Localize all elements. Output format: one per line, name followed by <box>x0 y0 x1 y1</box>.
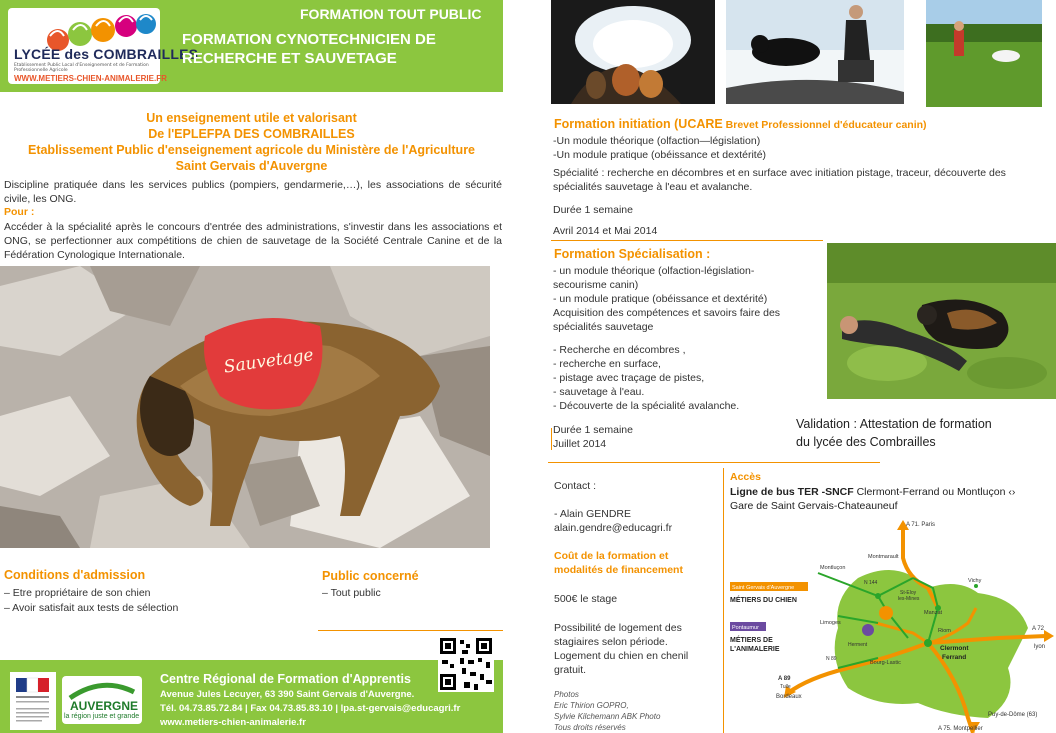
contact-label: Contact : <box>554 480 597 492</box>
specialisation-item: - sauvetage à l'eau. <box>553 386 645 398</box>
map-label: Riom <box>938 628 951 634</box>
map-label: Bordeaux <box>776 694 802 700</box>
specialisation-item: - Découverte de la spécialité avalanche. <box>553 400 740 412</box>
right-page <box>548 0 1056 733</box>
credits-line: Tous droits réservés <box>554 723 626 732</box>
divider <box>548 462 880 463</box>
specialisation-title: Formation Spécialisation : <box>554 247 711 261</box>
photo-water-rescue <box>726 0 904 104</box>
map-legend-metiers-animalerie: MÉTIERS DE <box>730 637 773 644</box>
pour-label: Pour : <box>4 206 35 218</box>
cfa-address: Avenue Jules Lecuyer, 63 390 Saint Gervais d'Auvergne. <box>160 689 415 700</box>
logo-title: LYCÉE des COMBRAILLES <box>14 46 199 62</box>
map-label: N 89 <box>826 656 837 662</box>
photo-dog-tunnel <box>551 0 715 104</box>
description: Discipline pratiquée dans les services publics (pompiers, gendarmerie,…), les associations de sécurité civile, les ONG. <box>4 179 502 205</box>
access-map <box>728 518 1056 733</box>
initiation-duration: Durée 1 semaine <box>553 204 633 216</box>
divider <box>318 630 503 631</box>
school-logo <box>8 8 199 84</box>
map-legend-pontaumur: Pontaumur <box>732 625 759 631</box>
republique-logo <box>10 672 56 730</box>
specialisation-item: - Recherche en décombres , <box>553 344 686 356</box>
header-title-line2: RECHERCHE ET SAUVETAGE <box>182 50 397 67</box>
cfa-contact: Tél. 04.73.85.72.84 | Fax 04.73.85.83.10 | lpa.st-gervais@educagri.fr <box>160 703 461 714</box>
pour-text: Accéder à la spécialité après le concours d'entrée des administrations, s'investir dans les associations et ONG, se perfectionner aux compétitions de chien de sauvetage de la Société Centrale Canine et de la Fédération Cynologique Internationale. <box>4 221 502 261</box>
left-page <box>0 0 503 733</box>
photo-victim-search <box>827 243 1056 399</box>
initiation-speciality: Spécialité : recherche en décombres et en surface avec initiation pistage, traceur, découverte des spécialités sauvetage à l'eau et avalanche. <box>553 167 1006 193</box>
acces-line1 <box>730 485 1052 499</box>
specialisation-item: - recherche en surface, <box>553 358 661 370</box>
header-title <box>182 30 492 68</box>
divider <box>723 468 724 733</box>
map-legend-metiers-animalerie: L'ANIMALERIE <box>730 646 780 653</box>
french-flag-icon <box>10 672 56 730</box>
acces-bus-destinations: Clermont-Ferrand ou Montluçon ‹› <box>853 486 1016 498</box>
auvergne-logo <box>62 676 142 724</box>
map-label: Clermont <box>940 645 969 652</box>
map-label: Montluçon <box>820 565 846 571</box>
intro-heading <box>0 110 503 174</box>
validation-line2: du lycée des Combrailles <box>796 435 936 449</box>
acces-bus-line: Ligne de bus TER -SNCF <box>730 486 854 498</box>
vest-label: Sauvetage <box>222 345 315 378</box>
public-title: Public concerné <box>322 569 419 583</box>
conditions-item: – Avoir satisfait aux tests de sélection <box>4 602 179 614</box>
cfa-website[interactable]: www.metiers-chien-animalerie.fr <box>160 717 306 728</box>
auvergne-name: AUVERGNE <box>70 699 139 713</box>
specialisation-line: spécialités sauvetage <box>553 321 654 333</box>
specialisation-item: - pistage avec traçage de pistes, <box>553 372 705 384</box>
cost-line: Logement du chien en chenil <box>554 650 689 662</box>
initiation-line: -Un module théorique (olfaction—législation) <box>553 135 761 147</box>
initiation-title <box>554 117 927 131</box>
conditions-title: Conditions d'admission <box>4 568 146 582</box>
specialisation-line: secourisme canin) <box>553 279 639 291</box>
public-item: – Tout public <box>322 587 381 599</box>
map-label: St-Eloy <box>900 590 917 596</box>
map-label: Herment <box>848 642 868 648</box>
specialisation-line: Acquisition des compétences et savoirs faire des <box>553 307 781 319</box>
credits-line: Photos <box>554 690 579 699</box>
intro-line3: Etablissement Public d'enseignement agricole du Ministère de l'Agriculture <box>27 143 476 157</box>
initiation-line: -Un module pratique (obéissance et dextérité) <box>553 149 767 161</box>
map-label: Ferrand <box>942 654 967 661</box>
cost-line: Possibilité de logement des <box>554 622 682 634</box>
map-label: A 71. Paris <box>906 522 936 528</box>
divider <box>551 428 552 450</box>
map-label: N 144 <box>864 580 878 586</box>
cost-title-line2: modalités de financement <box>554 564 683 576</box>
cost-title-line1: Coût de la formation et <box>554 550 669 562</box>
validation-line1: Validation : Attestation de formation <box>796 417 992 431</box>
photo-field-training <box>926 0 1042 107</box>
specialisation-dates: Juillet 2014 <box>553 438 607 450</box>
initiation-title-sub: Brevet Professionnel d'éducateur canin) <box>722 119 927 131</box>
map-label: Vichy <box>968 578 982 584</box>
intro-line2: De l'EPLEFPA DES COMBRAILLES <box>148 127 355 141</box>
acces-title: Accès <box>730 471 761 483</box>
specialisation-line: - un module théorique (olfaction-législation- <box>553 265 755 277</box>
cfa-title: Centre Régional de Formation d'Apprentis <box>160 672 411 686</box>
map-legend-metiers-chien: MÉTIERS DU CHIEN <box>730 597 797 604</box>
contact-name: - Alain GENDRE <box>554 508 632 520</box>
credits-line: Sylvie Kilchemann ABK Photo <box>554 712 661 721</box>
header-tag: FORMATION TOUT PUBLIC <box>300 6 482 22</box>
map-label: A 72 <box>1032 626 1045 632</box>
specialisation-line: - un module pratique (obéissance et dextérité) <box>553 293 768 305</box>
logo-url[interactable]: WWW.METIERS-CHIEN-ANIMALERIE.FR <box>14 74 167 83</box>
map-label: les-Mines <box>898 596 920 602</box>
map-label: Tulle <box>780 684 791 690</box>
conditions-item: – Etre propriétaire de son chien <box>4 587 151 599</box>
map-label: Puy-de-Dôme (63) <box>988 712 1038 718</box>
cost-line: gratuit. <box>554 664 587 676</box>
initiation-dates: Avril 2014 et Mai 2014 <box>553 225 658 237</box>
rescue-dog-photo <box>0 266 490 548</box>
qr-code-icon[interactable] <box>438 636 494 692</box>
header-title-line1: FORMATION CYNOTECHNICIEN DE <box>182 31 436 48</box>
intro-line4: Saint Gervais d'Auvergne <box>175 159 328 173</box>
cost-price: 500€ le stage <box>554 593 618 605</box>
contact-email[interactable]: alain.gendre@educagri.fr <box>554 522 673 534</box>
logo-subtitle: Etablissement Public Local d'Enseignement et de Formation Professionnelle Agricole <box>14 63 149 73</box>
map-label: lyon <box>1034 644 1046 650</box>
map-label: Limoges <box>820 620 841 626</box>
initiation-title-main: Formation initiation (UCARE <box>554 117 723 131</box>
map-label: A 75. Montpellier <box>938 726 983 732</box>
divider <box>551 240 823 241</box>
map-label: Manzat <box>924 610 943 616</box>
map-label: Montmarault <box>868 554 899 560</box>
intro-line1: Un enseignement utile et valorisant <box>146 111 357 125</box>
cost-line: stagiaires selon période. <box>554 636 668 648</box>
credits-line: Eric Thirion GOPRO, <box>554 701 629 710</box>
map-label: Bourg-Lastic <box>870 660 901 666</box>
auvergne-slogan: la région juste et grande <box>64 713 140 720</box>
map-legend-saint-gervais: Saint Gervais d'Auvergne <box>732 585 795 591</box>
acces-line2: Gare de Saint Gervais-Chateauneuf <box>730 500 898 512</box>
map-label: A 89 <box>778 676 791 682</box>
specialisation-duration: Durée 1 semaine <box>553 424 633 436</box>
